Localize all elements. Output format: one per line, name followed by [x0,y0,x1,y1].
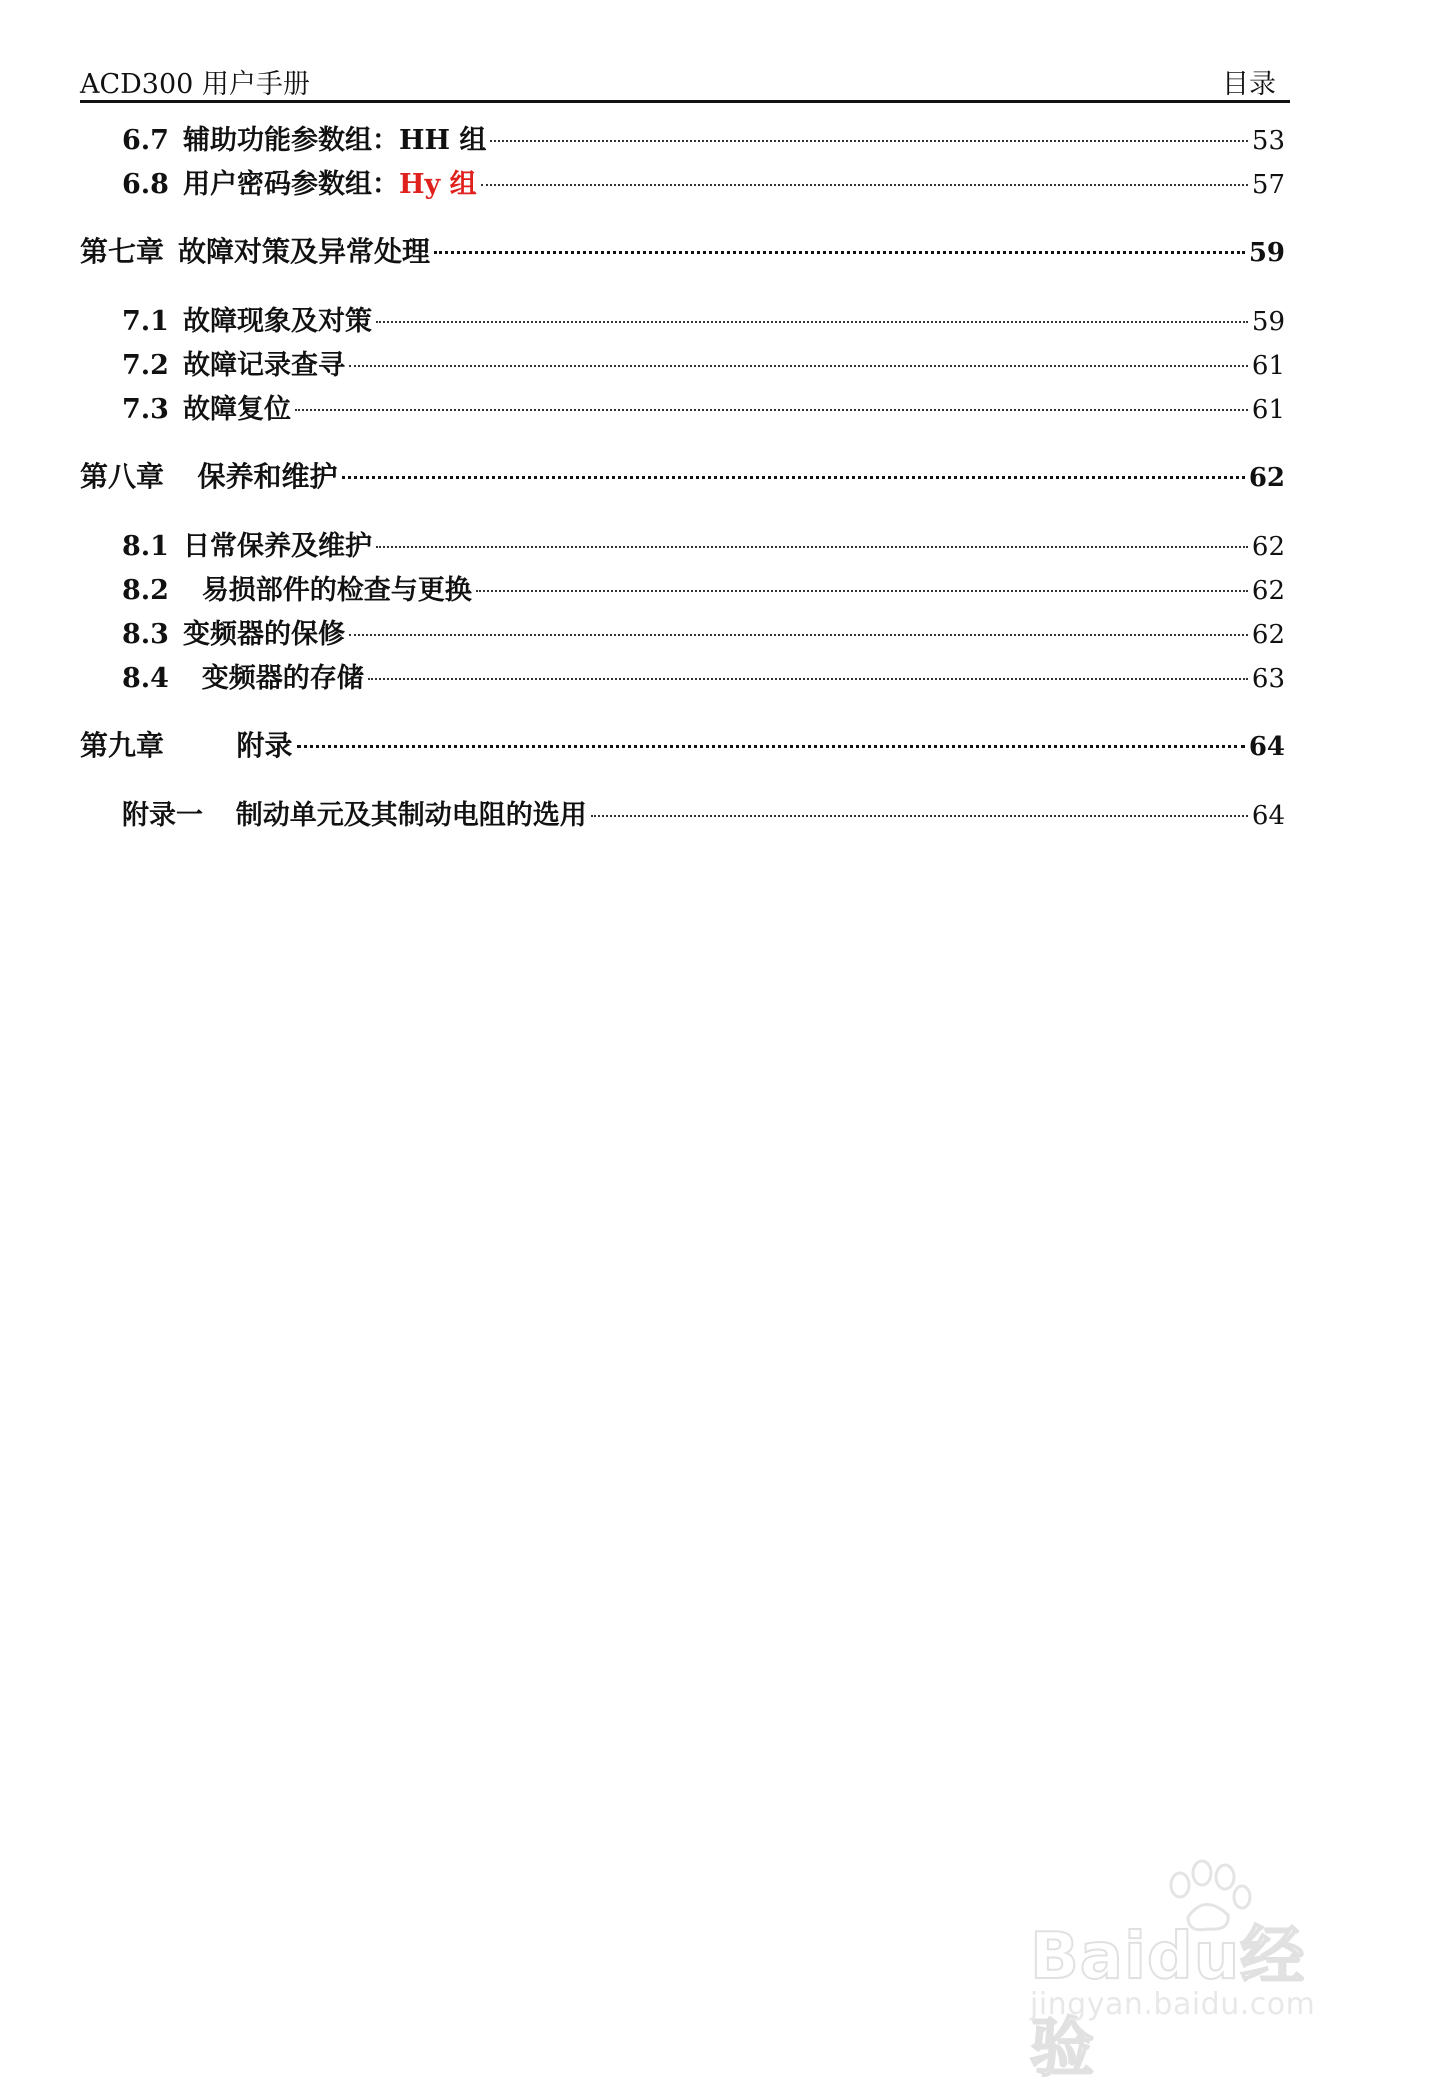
toc-page: 63 [1251,664,1285,694]
toc-title: 故障现象及对策 [182,306,372,337]
toc-page: 62 [1251,576,1285,606]
toc-title: 变频器的存储 [182,663,364,694]
leader-dots [490,140,1248,142]
toc-title: 故障对策及异常处理 [178,235,431,268]
toc-page: 62 [1251,532,1285,562]
baidu-jingyan-watermark [1030,1855,1360,2086]
toc-page: 64 [1251,801,1285,831]
toc-chapter-8[interactable] [80,455,1285,495]
toc-page: 62 [1248,463,1285,493]
toc-entry-8-2[interactable] [122,568,1285,608]
toc-number: 8.3 [122,619,169,650]
toc-number: 第九章 [80,729,165,762]
leader-dots [349,365,1248,367]
toc-title: 日常保养及维护 [182,531,372,562]
toc-entry-7-3[interactable] [122,387,1285,427]
toc-number: 8.4 [122,663,169,694]
toc-entry-6-8[interactable] [122,162,1285,202]
toc-title: 故障复位 [182,394,291,425]
toc-title: 保养和维护 [178,460,338,493]
toc-entry-6-7[interactable] [122,118,1285,158]
leader-dots [376,546,1248,548]
toc-entry-8-3[interactable] [122,612,1285,652]
toc-title-highlight: Hy 组 [398,169,477,200]
toc-page: 59 [1248,238,1285,268]
leader-dots [376,321,1248,323]
toc-page: 61 [1251,351,1285,381]
toc-appendix-1[interactable] [122,793,1285,833]
manual-title: ACD300 用户手册 [80,69,310,100]
toc-number: 第八章 [80,460,165,493]
toc-title: 变频器的保修 [182,619,345,650]
section-label: 目录 [1222,69,1276,100]
toc-entry-8-1[interactable] [122,524,1285,564]
leader-dots [349,634,1248,636]
toc-number: 附录一 [122,800,203,831]
toc-number: 7.2 [122,350,169,381]
watermark-url: jingyan.baidu.com [1030,1987,1316,2022]
page-header [80,58,1290,103]
toc-title: 制动单元及其制动电阻的选用 [217,800,587,831]
toc-entry-8-4[interactable] [122,656,1285,696]
toc-page: 53 [1251,126,1285,156]
toc-entry-7-1[interactable] [122,299,1285,339]
toc-number: 8.1 [122,531,169,562]
toc-title: 用户密码参数组： [182,169,399,200]
watermark-logo: Baidu经验 [1030,1920,1306,2086]
toc-title: 辅助功能参数组：HH 组 [182,125,487,156]
toc-number: 8.2 [122,575,169,606]
leader-dots [297,745,1245,748]
toc-title: 易损部件的检查与更换 [182,575,472,606]
leader-dots [368,678,1248,680]
leader-dots [295,409,1248,411]
leader-dots [591,815,1248,817]
toc-number: 第七章 [80,235,165,268]
toc-title: 故障记录查寻 [182,350,345,381]
toc-number: 6.8 [122,169,169,200]
toc-chapter-9[interactable] [80,724,1285,764]
toc-page: 64 [1248,732,1285,762]
leader-dots [481,184,1248,186]
toc-entry-7-2[interactable] [122,343,1285,383]
leader-dots [476,590,1248,592]
leader-dots [434,251,1245,254]
toc-number: 7.3 [122,394,169,425]
toc-page: 59 [1251,307,1285,337]
leader-dots [342,476,1245,479]
toc-number: 6.7 [122,125,169,156]
toc-page: 62 [1251,620,1285,650]
toc-title: 附录 [178,729,293,762]
toc-page: 57 [1251,170,1285,200]
toc-page: 61 [1251,395,1285,425]
toc-number: 7.1 [122,306,169,337]
toc-chapter-7[interactable] [80,230,1285,270]
